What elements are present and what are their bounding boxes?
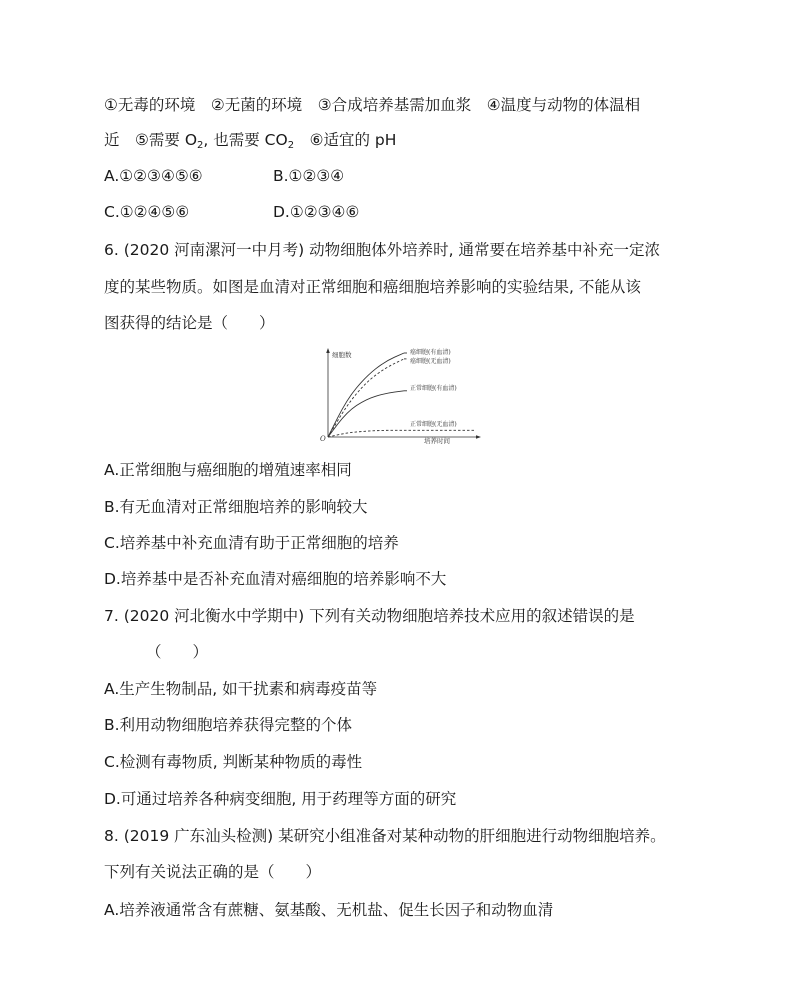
y-axis-arrow (326, 348, 330, 353)
series-label: 癌细胞(无血清) (410, 358, 451, 365)
option-d[interactable]: D.培养基中是否补充血清对癌细胞的培养影响不大 (104, 570, 447, 588)
series-label: 正常细胞(有血清) (410, 385, 457, 392)
option-b[interactable]: B.有无血清对正常细胞培养的影响较大 (104, 498, 368, 516)
text-fragment: 近 ⑤需要 O (104, 131, 198, 149)
option-a[interactable]: A.正常细胞与癌细胞的增殖速率相同 (104, 461, 352, 479)
option-b[interactable]: B.利用动物细胞培养获得完整的个体 (104, 716, 353, 734)
option-a[interactable]: A.①②③④⑤⑥ (104, 167, 203, 185)
series-line (328, 359, 404, 437)
text-fragment: , 也需要 CO (203, 131, 288, 149)
question-8-text: 8. (2019 广东汕头检测) 某研究小组准备对某种动物的肝细胞进行动物细胞培养。 (104, 827, 666, 845)
option-c[interactable]: C.检测有毒物质, 判断某种物质的毒性 (104, 753, 363, 771)
question-8-text: 下列有关说法正确的是（ ） (104, 863, 322, 881)
series-label: 癌细胞(有血清) (410, 349, 451, 356)
question-text-line (104, 130, 396, 150)
chart-axes (326, 348, 481, 439)
subscript: 2 (197, 140, 204, 151)
series-label: 正常细胞(无血清) (410, 421, 457, 428)
origin-label: O (320, 435, 326, 443)
question-text-line: ①无毒的环境 ②无菌的环境 ③合成培养基需加血浆 ④温度与动物的体温相 (104, 96, 641, 114)
option-c[interactable]: C.①②④⑤⑥ (104, 203, 190, 221)
cell-growth-chart (318, 343, 484, 445)
option-c[interactable]: C.培养基中补充血清有助于正常细胞的培养 (104, 534, 399, 552)
y-axis-label: 细胞数 (332, 351, 352, 359)
text-fragment: ⑥适宜的 pH (294, 131, 397, 149)
x-axis-label: 培养时间 (424, 437, 450, 445)
answer-blank[interactable]: （ ） (146, 643, 209, 661)
option-d[interactable]: D.①②③④⑥ (273, 203, 360, 221)
series-line (328, 353, 404, 437)
question-6-text: 图获得的结论是（ ） (104, 314, 275, 332)
subscript: 2 (287, 140, 295, 151)
x-axis-arrow (476, 435, 481, 439)
question-6-text: 度的某些物质。如图是血清对正常细胞和癌细胞培养影响的实验结果, 不能从该 (104, 278, 641, 296)
option-b[interactable]: B.①②③④ (273, 167, 345, 185)
option-d[interactable]: D.可通过培养各种病变细胞, 用于药理等方面的研究 (104, 790, 457, 808)
question-7-text: 7. (2020 河北衡水中学期中) 下列有关动物细胞培养技术应用的叙述错误的是 (104, 607, 635, 625)
question-6-text: 6. (2020 河南漯河一中月考) 动物细胞体外培养时, 通常要在培养基中补充一定浓 (104, 241, 660, 259)
series-line (328, 430, 404, 437)
option-a[interactable]: A.培养液通常含有蔗糖、氨基酸、无机盐、促生长因子和动物血清 (104, 901, 554, 919)
option-a[interactable]: A.生产生物制品, 如干扰素和病毒疫苗等 (104, 680, 378, 698)
